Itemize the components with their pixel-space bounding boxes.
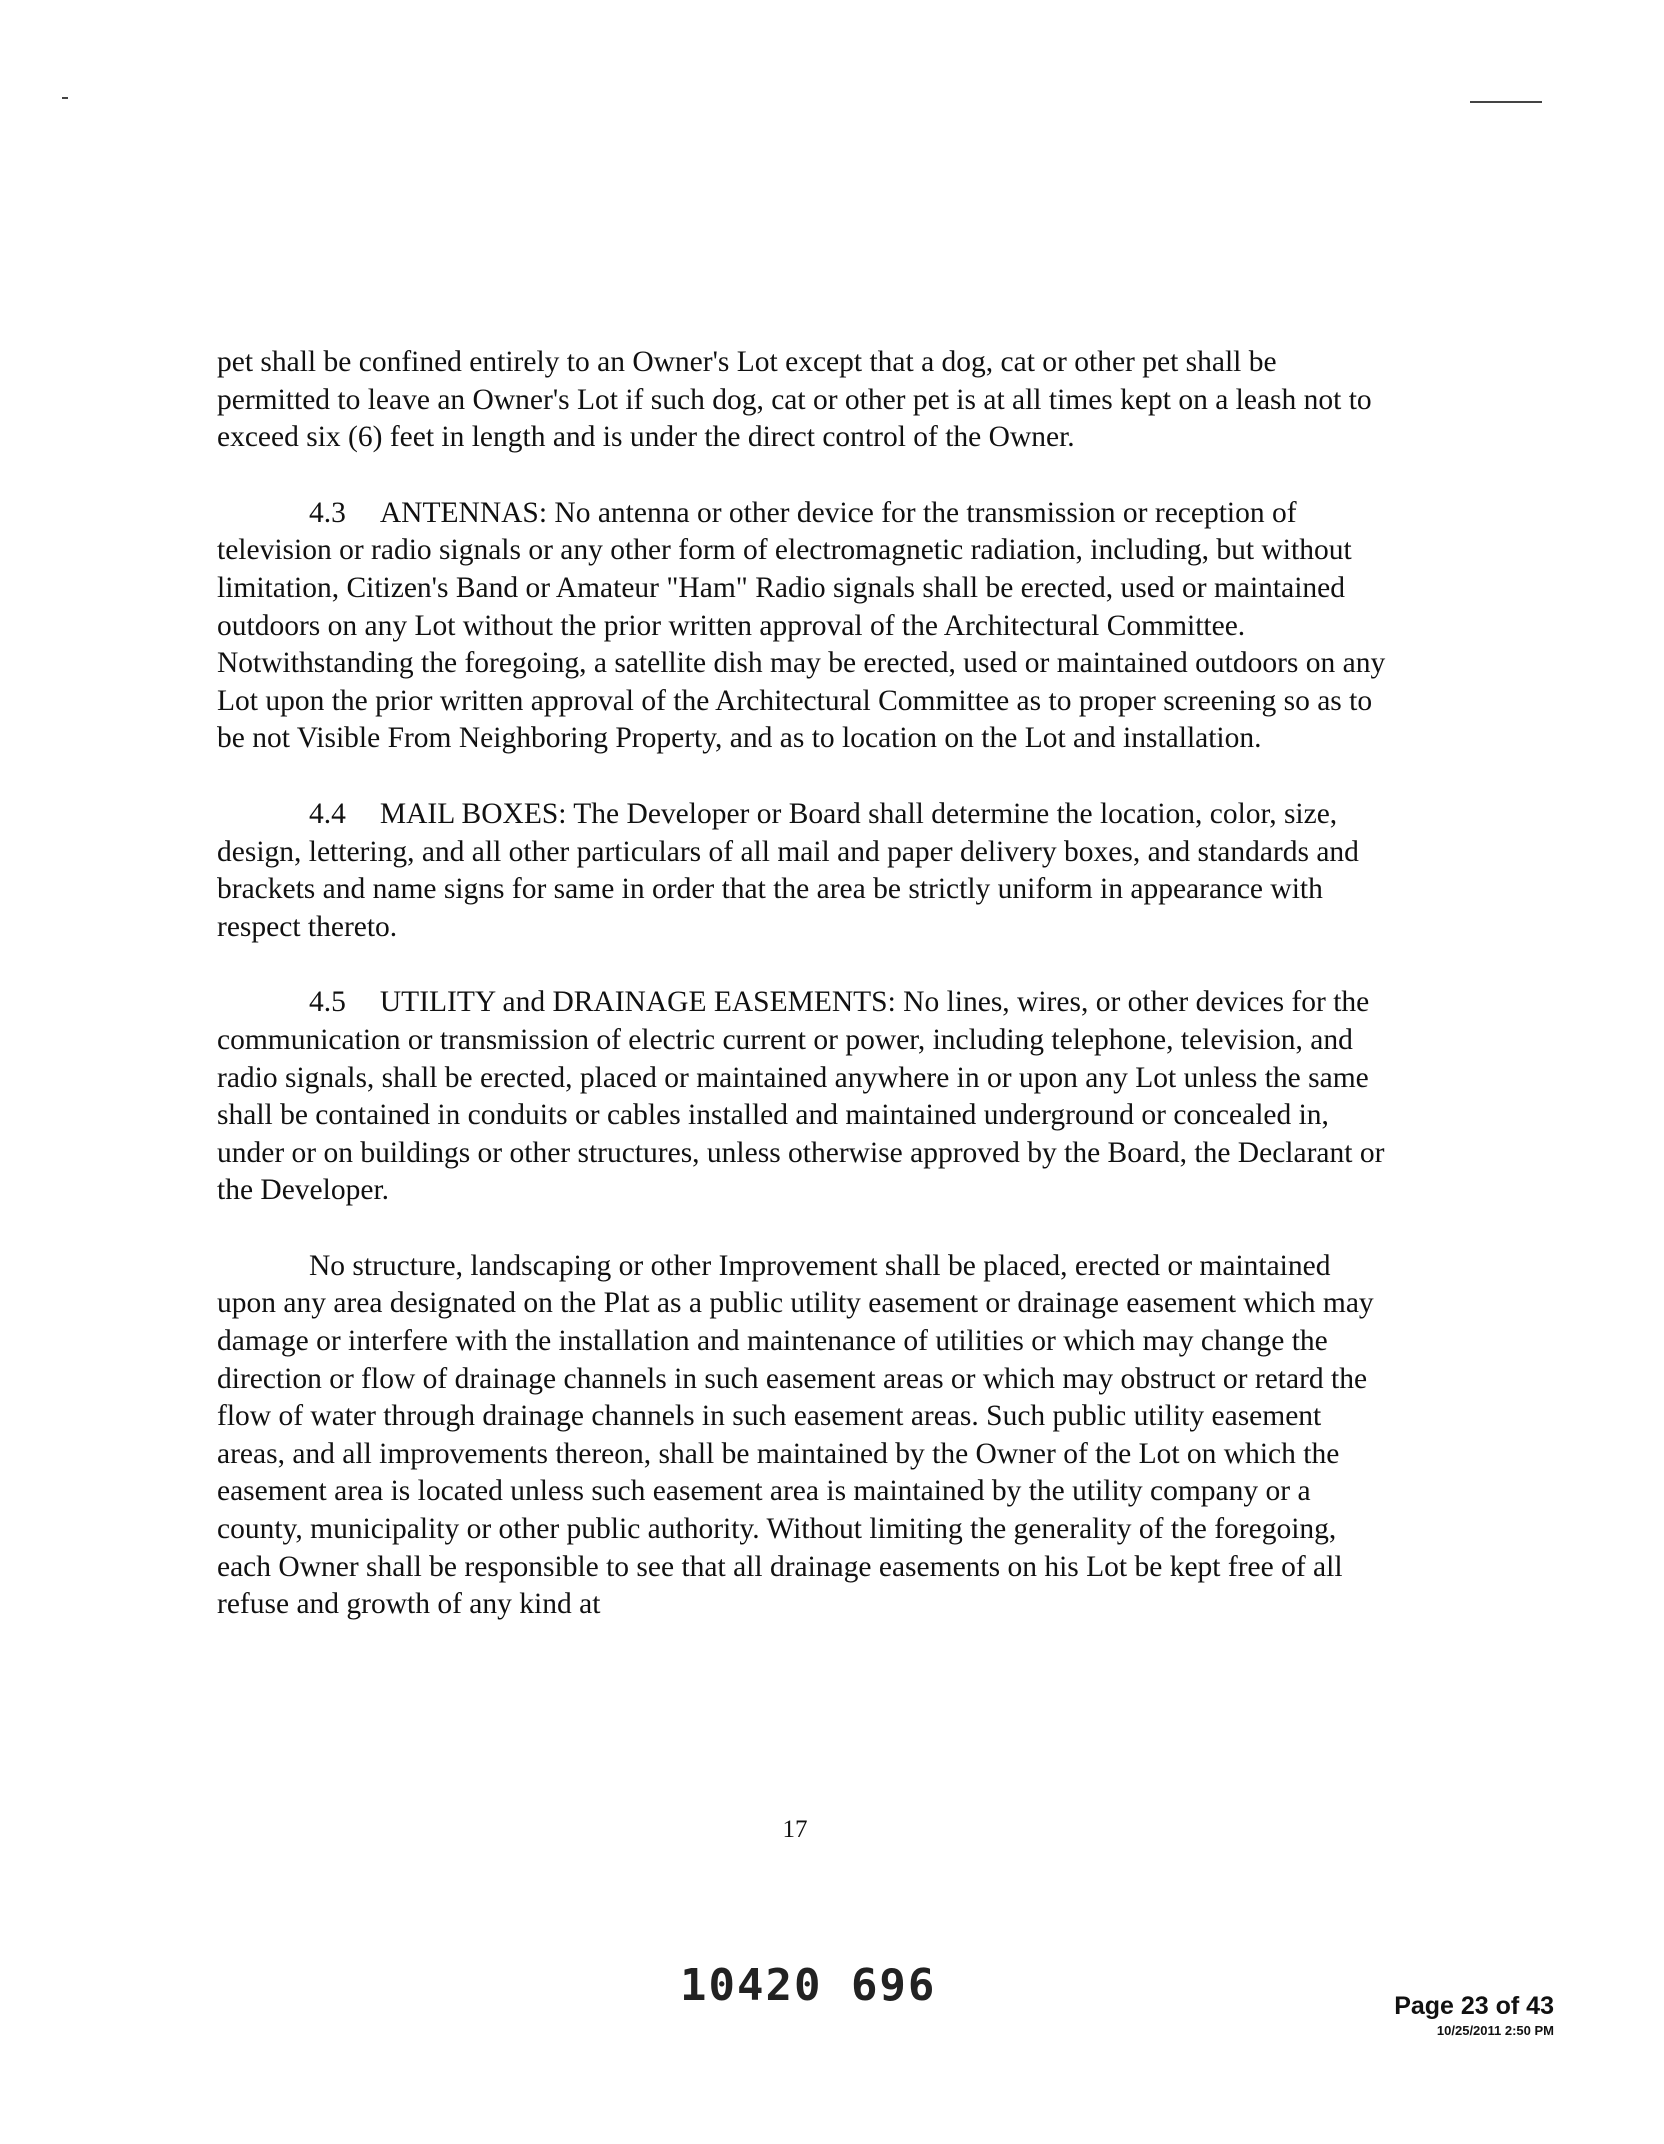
section-4-3 bbox=[217, 495, 1392, 758]
page-number: 17 bbox=[782, 1816, 808, 1843]
scan-mark-top-left bbox=[62, 97, 68, 99]
recording-page-info bbox=[1394, 1992, 1554, 2038]
section-text: MAIL BOXES: The Developer or Board shall determine the location, color, size, design, lettering, and all other particulars of all mail and paper delivery boxes, and standards and brackets and name signs for same in order that the area be strictly uniform in appearance with respect thereto. bbox=[217, 797, 1359, 943]
section-4-4 bbox=[217, 796, 1392, 946]
recording-stamp-number: 10420 696 bbox=[680, 1960, 937, 2011]
paragraph-easement-improvements bbox=[217, 1248, 1392, 1624]
recording-timestamp: 10/25/2011 2:50 PM bbox=[1436, 2023, 1554, 2038]
paragraph-text: pet shall be confined entirely to an Owner's Lot except that a dog, cat or other pet shall be permitted to leave an Owner's Lot if such dog, cat or other pet is at all times kept on a leash not to exceed six (6) feet in length and is under the direct control of the Owner. bbox=[217, 346, 1372, 454]
section-text: ANTENNAS: No antenna or other device for the transmission or reception of television or radio signals or any other form of electromagnetic radiation, including, but without limitation, Citizen's Band or Amateur "Ham" Radio signals shall be erected, used or maintained outdoors on any Lot without the prior written approval of the Architectural Committee. Notwithstanding the foregoing, a satellite dish may be erected, used or maintained outdoors on any Lot upon the prior written approval of the Architectural Committee as to proper screening so as to be not Visible From Neighboring Property, and as to location on the Lot and installation. bbox=[217, 496, 1386, 755]
page-of-count: Page 23 of 43 bbox=[1394, 1992, 1554, 2020]
paragraph-text: No structure, landscaping or other Improvement shall be placed, erected or maintained upon any area designated on the Plat as a public utility easement or drainage easement which may damage or interfere with the installation and maintenance of utilities or which may change the direction or flow of drainage channels in such easement areas or which may obstruct or retard the flow of water through drainage channels in such easement areas. Such public utility easement areas, and all improvements thereon, shall be maintained by the Owner of the Lot on which the easement area is located unless such easement area is maintained by the utility company or a county, municipality or other public authority. Without limiting the generality of the foregoing, each Owner shall be responsible to see that all drainage easements on his Lot be kept free of all refuse and growth of any kind at bbox=[217, 1249, 1374, 1621]
scan-mark-top-right bbox=[1470, 101, 1542, 103]
section-number: 4.5 bbox=[309, 986, 346, 1019]
section-text: UTILITY and DRAINAGE EASEMENTS: No lines, wires, or other devices for the communication or transmission of electric current or power, including telephone, television, and radio signals, shall be erected, placed or maintained anywhere in or upon any Lot unless the same shall be contained in conduits or cables installed and maintained underground or concealed in, under or on buildings or other structures, unless otherwise approved by the Board, the Declarant or the Developer. bbox=[217, 986, 1385, 1207]
section-number: 4.4 bbox=[309, 797, 346, 830]
section-4-5 bbox=[217, 984, 1392, 1210]
document-body bbox=[217, 344, 1392, 1662]
paragraph-continuation bbox=[217, 344, 1392, 457]
section-number: 4.3 bbox=[309, 496, 346, 529]
